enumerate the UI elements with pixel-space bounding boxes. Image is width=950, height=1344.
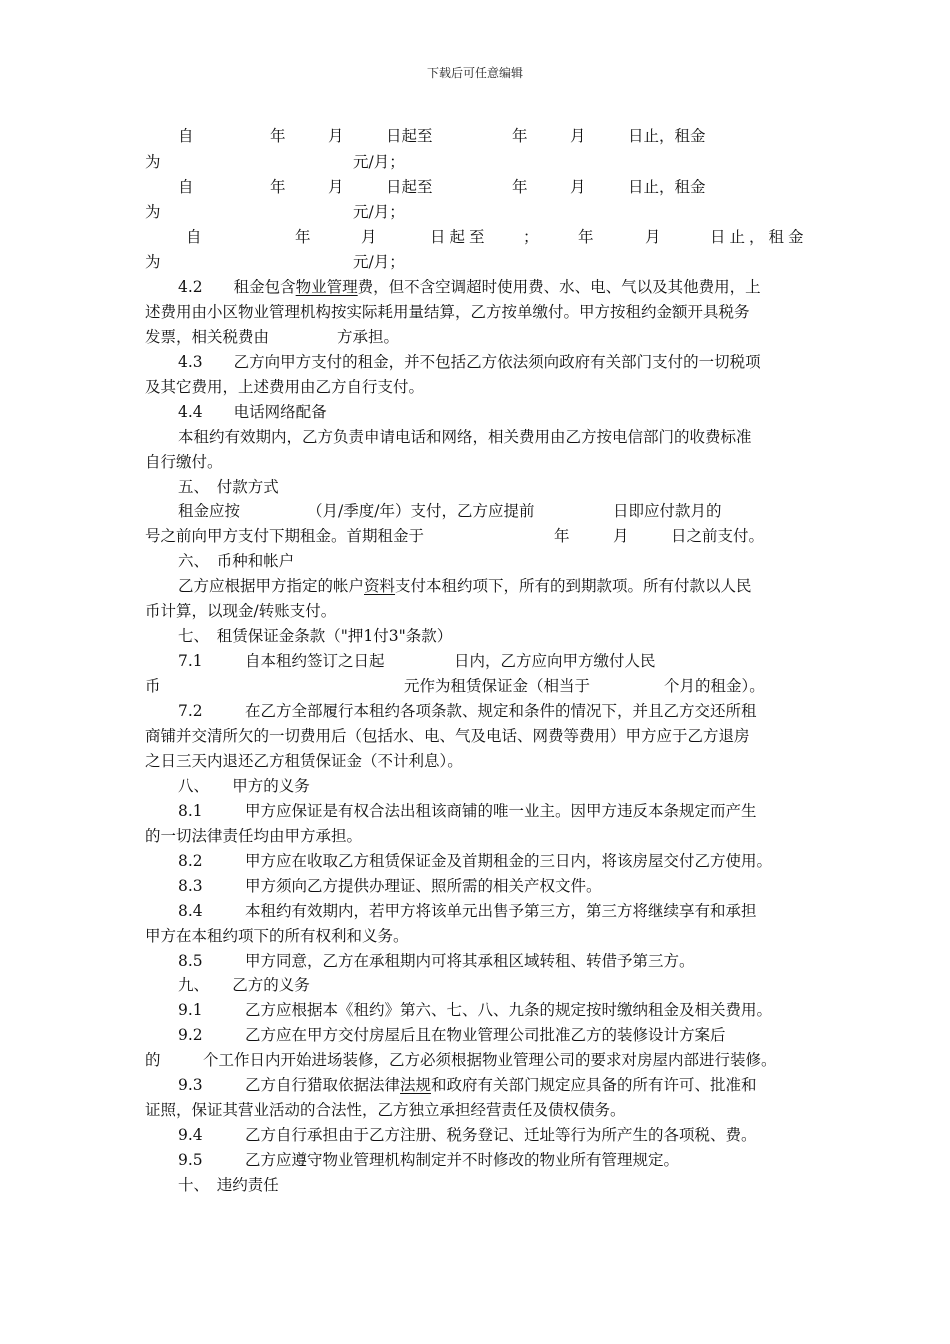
text: 本租约有效期内，若甲方将该单元出售予第三方，第三方将继续享有和承担 xyxy=(245,902,757,920)
text: 月 xyxy=(645,228,661,246)
text: 个工作日内开始进场装修，乙方必须根据物业管理公司的要求对房屋内部进行装修。 xyxy=(203,1051,777,1069)
text: 4.4 电话网络配备 xyxy=(178,403,327,421)
clause-4-2 xyxy=(145,276,825,298)
text: 乙方应遵守物业管理机构制定并不时修改的物业所有管理规定。 xyxy=(245,1151,680,1169)
text: 年 xyxy=(512,127,528,145)
text: 月 xyxy=(613,527,629,545)
section-6-line1 xyxy=(145,575,825,597)
text: 月 xyxy=(361,228,377,246)
text: 年 xyxy=(512,178,528,196)
text: 年 xyxy=(578,228,594,246)
clause-7-2-line3 xyxy=(145,750,825,772)
clause-9-4 xyxy=(145,1124,825,1146)
text: 自 xyxy=(178,127,194,145)
text: 7.1 xyxy=(178,652,203,670)
text: 月 xyxy=(328,178,344,196)
clause-8-1-line2 xyxy=(145,825,825,847)
text: 4.2 租金包含物业管理费，但不含空调超时使用费、水、电、气以及其他费用，上 xyxy=(178,278,761,296)
text: 方承担。 xyxy=(337,328,400,346)
section-6-line2 xyxy=(145,600,825,622)
clause-4-4-line1 xyxy=(145,426,825,448)
text: 9.1 xyxy=(178,1001,203,1019)
section-10-title xyxy=(145,1174,825,1196)
rent-period-1-line xyxy=(145,125,825,147)
clause-8-1 xyxy=(145,800,825,822)
text: 租金应按 xyxy=(178,502,241,520)
underlined-term: 法规 xyxy=(400,1076,432,1094)
clause-4-4-title xyxy=(145,401,825,423)
text: 月 xyxy=(570,178,586,196)
text: 币计算，以现金/转账支付。 xyxy=(145,602,337,620)
text: 9.4 xyxy=(178,1126,203,1144)
text: 甲方须向乙方提供办理证、照所需的相关产权文件。 xyxy=(245,877,602,895)
clause-8-4 xyxy=(145,900,825,922)
text: 自 xyxy=(186,228,202,246)
text: 五、 付款方式 xyxy=(178,478,279,496)
section-7-title xyxy=(145,625,825,647)
text: 元作为租赁保证金（相当于 xyxy=(404,677,591,695)
section-6-title xyxy=(145,550,825,572)
text: 年 xyxy=(554,527,570,545)
clause-7-1 xyxy=(145,650,825,672)
section-5-line2 xyxy=(145,525,825,547)
text: 年 xyxy=(270,127,286,145)
text: 自行缴付。 xyxy=(145,453,223,471)
text: 日止，租金 xyxy=(710,228,808,246)
text: 元/月； xyxy=(353,153,405,171)
text: 月 xyxy=(570,127,586,145)
text: 甲方应保证是有权合法出租该商铺的唯一业主。因甲方违反本条规定而产生 xyxy=(245,802,757,820)
text: 日内，乙方应向甲方缴付人民 xyxy=(454,652,656,670)
clause-9-2-line2 xyxy=(145,1049,825,1071)
text: 乙方自行承担由于乙方注册、税务登记、迁址等行为所产生的各项税、费。 xyxy=(245,1126,757,1144)
rent-period-2-amount xyxy=(145,201,825,223)
text: 的一切法律责任均由甲方承担。 xyxy=(145,827,363,845)
text: 币 xyxy=(145,677,161,695)
text: 自 xyxy=(178,178,194,196)
clause-4-3 xyxy=(145,351,825,373)
text: 4.3 乙方向甲方支付的租金，并不包括乙方依法须向政府有关部门支付的一切税项 xyxy=(178,353,761,371)
clause-7-1-line2 xyxy=(145,675,825,697)
clause-9-2 xyxy=(145,1024,825,1046)
text: 十、 违约责任 xyxy=(178,1176,279,1194)
text: （月/季度/年）支付，乙方应提前 xyxy=(307,502,535,520)
underlined-term: 资料 xyxy=(364,577,396,595)
text: 8.2 xyxy=(178,852,203,870)
clause-7-2 xyxy=(145,700,825,722)
clause-4-2-line3 xyxy=(145,326,825,348)
text: 9.3 xyxy=(178,1076,203,1094)
rent-period-1-amount xyxy=(145,151,825,173)
text: 乙方应根据本《租约》第六、七、八、九条的规定按时缴纳租金及相关费用。 xyxy=(245,1001,773,1019)
clause-8-2 xyxy=(145,850,825,872)
text: 年 xyxy=(270,178,286,196)
clause-4-4-line2 xyxy=(145,451,825,473)
clause-4-2-line2 xyxy=(145,301,825,323)
text: 及其它费用，上述费用由乙方自行支付。 xyxy=(145,378,425,396)
text: 述费用由小区物业管理机构按实际耗用量结算，乙方按单缴付。甲方按租约金额开具税务 xyxy=(145,303,750,321)
text: 为 xyxy=(145,253,161,271)
text: 8.4 xyxy=(178,902,203,920)
text: 甲方在本租约项下的所有权利和义务。 xyxy=(145,927,409,945)
text: 8.5 xyxy=(178,952,203,970)
text: 乙方应根据甲方指定的帐户资料支付本租约项下，所有的到期款项。所有付款以人民 xyxy=(178,577,752,595)
text: 年 xyxy=(295,228,311,246)
text: 九、 乙方的义务 xyxy=(178,976,310,994)
text: 发票，相关税费由 xyxy=(145,328,270,346)
clause-8-3 xyxy=(145,875,825,897)
text: 为 xyxy=(145,153,161,171)
text: 个月的租金）。 xyxy=(664,677,765,695)
text: 六、 币种和帐户 xyxy=(178,552,295,570)
rent-period-3-line xyxy=(145,226,825,248)
text: 本租约有效期内，乙方负责申请电话和网络，相关费用由乙方按电信部门的收费标准 xyxy=(178,428,752,446)
text: 9.2 xyxy=(178,1026,203,1044)
clause-9-3-line2 xyxy=(145,1099,825,1121)
text: 之日三天内退还乙方租赁保证金（不计利息）。 xyxy=(145,752,463,770)
text: 9.5 xyxy=(178,1151,203,1169)
text: 商铺并交清所欠的一切费用后（包括水、电、气及电话、网费等费用）甲方应于乙方退房 xyxy=(145,727,750,745)
rent-period-2-line xyxy=(145,176,825,198)
text: 日止，租金 xyxy=(628,178,706,196)
text: 甲方同意，乙方在承租期内可将其承租区域转租、转借予第三方。 xyxy=(245,952,695,970)
clause-9-5 xyxy=(145,1149,825,1171)
text: 七、 租赁保证金条款（"押1付3"条款） xyxy=(178,627,453,645)
text: 7.2 xyxy=(178,702,203,720)
rent-period-3-amount xyxy=(145,251,825,273)
clause-9-1 xyxy=(145,999,825,1021)
text: ； xyxy=(523,228,539,246)
text: 日起至 xyxy=(386,178,433,196)
section-9-title xyxy=(145,974,825,996)
text: 月 xyxy=(328,127,344,145)
underlined-term: 物业管理 xyxy=(295,278,358,296)
text: 日止，租金 xyxy=(628,127,706,145)
text: 自本租约签订之日起 xyxy=(245,652,385,670)
text: 的 xyxy=(145,1051,161,1069)
clause-8-4-line2 xyxy=(145,925,825,947)
text: 日之前支付。 xyxy=(671,527,765,545)
section-5-line1 xyxy=(145,500,825,522)
clause-4-3-line2 xyxy=(145,376,825,398)
text: 日起至 xyxy=(430,228,489,246)
text: 乙方应在甲方交付房屋后且在物业管理公司批准乙方的装修设计方案后 xyxy=(245,1026,726,1044)
text: 乙方自行猎取依据法律法规和政府有关部门规定应具备的所有许可、批准和 xyxy=(245,1076,757,1094)
text: 8.1 xyxy=(178,802,203,820)
text: 日即应付款月的 xyxy=(613,502,722,520)
text: 号之前向甲方支付下期租金。首期租金于 xyxy=(145,527,425,545)
clause-9-3 xyxy=(145,1074,825,1096)
text: 日起至 xyxy=(386,127,433,145)
section-5-title xyxy=(145,476,825,498)
text: 甲方应在收取乙方租赁保证金及首期租金的三日内，将该房屋交付乙方使用。 xyxy=(245,852,773,870)
text: 为 xyxy=(145,203,161,221)
page-header: 下载后可任意编辑 xyxy=(426,66,523,80)
text: 元/月； xyxy=(353,253,405,271)
text: 证照，保证其营业活动的合法性，乙方独立承担经营责任及债权债务。 xyxy=(145,1101,626,1119)
text: 8.3 xyxy=(178,877,203,895)
clause-7-2-line2 xyxy=(145,725,825,747)
text: 八、 甲方的义务 xyxy=(178,777,310,795)
text: 在乙方全部履行本租约各项条款、规定和条件的情况下，并且乙方交还所租 xyxy=(245,702,757,720)
clause-8-5 xyxy=(145,950,825,972)
section-8-title xyxy=(145,775,825,797)
text: 元/月； xyxy=(353,203,405,221)
